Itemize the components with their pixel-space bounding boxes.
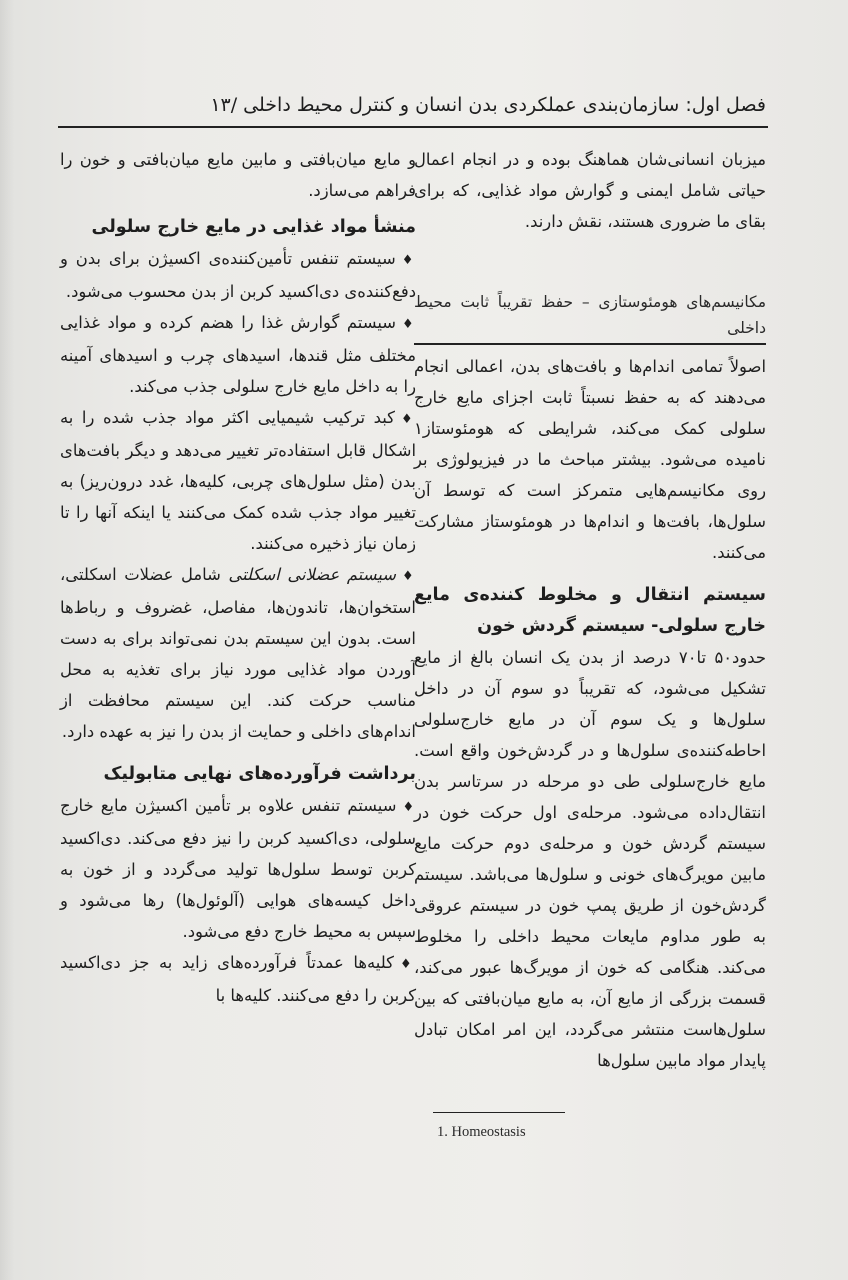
bullet-respiratory (60, 243, 416, 307)
bullet-liver (60, 402, 416, 559)
diamond-bullet-icon: ♦ (401, 253, 417, 268)
diamond-bullet-icon: ♦ (402, 800, 417, 815)
bullet-italic-term: سیستم عضلانی اسکلتی (228, 565, 397, 584)
section-heading: سیستم انتقال و مخلوط کننده‌ی مایع خارج سلولی- سیستم گردش خون (414, 585, 766, 636)
header-rule (58, 126, 768, 128)
bullet-text: سیستم گوارش غذا را هضم کرده و مواد غذایی مختلف مثل قندها، اسیدهای چرب و اسیدهای آمینه را به داخل مایع خارج سلولی جذب می‌کند. (60, 313, 416, 396)
page-edge-shadow (0, 0, 14, 1280)
bullet-kidneys (60, 947, 416, 1011)
bullet-text: سیستم تنفس علاوه بر تأمین اکسیژن مایع خارج سلولی، دی‌اکسید کربن را نیز دفع می‌کند. دی‌اکسید کربن توسط سلول‌ها تولید می‌گردد و از خون به داخل کیسه‌های هوایی (آلوئول‌ها) رها می‌شود و سپس به محیط خارج دفع می‌شود. (60, 796, 416, 941)
diamond-bullet-icon: ♦ (400, 412, 416, 427)
box-title: مکانیسم‌های هومئوستازی – حفظ تقریباً ثابت محیط داخلی (414, 289, 766, 345)
intro-paragraph: میزبان انسانی‌شان هماهنگ بوده و در انجام اعمال حیاتی شامل ایمنی و گوارش مواد غذایی، که برای بقای ما ضروری هستند، نقش دارند. (414, 150, 766, 231)
diamond-bullet-icon: ♦ (402, 317, 416, 332)
bullet-text: شامل عضلات اسکلتی، استخوان‌ها، تاندون‌ها، مفاصل، غضروف و رباط‌ها است. بدون این سیستم بدن نمی‌تواند برای به دست آوردن مواد غذایی مورد نیاز برای تغذیه به محل مناسب حرکت کند. این سیستم محافظت از اندام‌های داخلی و حمایت از بدن را نیز به عهده دارد. (60, 565, 416, 741)
left-column (60, 144, 416, 1011)
heading-metabolic-removal: برداشت فرآورده‌های نهایی متابولیک (103, 764, 416, 784)
homeostasis-paragraph: اصولاً تمامی اندام‌ها و بافت‌های بدن، اعمالی انجام می‌دهند که به حفظ نسبتاً ثابت اجزای مایع خارج سلولی کمک می‌کند، شرایطی که هومئوستاز۱ نامیده می‌شود. بیشتر مباحث ما در فیزیولوژی بر روی مکانیسم‌هایی متمرکز است که توسط آن سلول‌ها، بافت‌ها و اندام‌ها در هومئوستاز مشارکت می‌کنند. (414, 357, 766, 562)
bullet-text: کلیه‌ها عمدتاً فرآورده‌های زاید به جز دی‌اکسید کربن را دفع می‌کنند. کلیه‌ها با (60, 953, 416, 1005)
bullet-digestive (60, 307, 416, 402)
footnote: 1. Homeostasis (437, 1124, 526, 1140)
running-header: فصل اول: سازمان‌بندی عملکردی بدن انسان و کنترل محیط داخلی /۱۳ (210, 94, 766, 116)
bullet-respiratory-removal (60, 790, 416, 947)
bullet-text: سیستم تنفس تأمین‌کننده‌ی اکسیژن برای بدن و دفع‌کننده‌ی دی‌اکسید کربن از بدن محسوب می‌شود. (60, 249, 416, 301)
right-column (414, 144, 766, 1076)
bullet-text: کبد ترکیب شیمیایی اکثر مواد جذب شده را به اشکال قابل استفاده‌تر تغییر می‌دهد و دیگر بافت‌های بدن (مثل سلول‌های چربی، کلیه‌ها، غدد درون‌ریز) به تغییر مواد جذب شده کمک می‌کنند یا اینکه آنها را تا زمان نیاز ذخیره می‌کنند. (60, 408, 416, 553)
heading-nutrient-origin: منشأ مواد غذایی در مایع خارج سلولی (91, 217, 416, 237)
diamond-bullet-icon: ♦ (402, 569, 416, 584)
bullet-musculoskeletal (60, 559, 416, 747)
diamond-bullet-icon: ♦ (399, 957, 416, 972)
circulation-paragraph: حدود۵۰ تا۷۰ درصد از بدن یک انسان بالغ از مایع تشکیل می‌شود، که تقریباً دو سوم آن در داخل سلول‌ها و یک سوم آن در مایع خارج‌سلولی احاطه‌کننده‌ی سلول‌ها و در گردش‌خون واقع است. مایع خارج‌سلولی طی دو مرحله در سرتاسر بدن انتقال‌داده می‌شود. مرحله‌ی اول حرکت خون در سیستم گردش خون و مرحله‌ی دوم حرکت مایع مابین مویرگ‌های خونی و سلول‌ها می‌باشد. سیستم گردش‌خون از طریق پمپ خون در سیستم عروقی به طور مداوم مایعات محیط داخلی را مخلوط می‌کند. هنگامی که خون از مویرگ‌ها عبور می‌کند، قسمت بزرگی از مایع آن، به مایع میان‌بافتی که بین سلول‌هاست منتشر می‌گردد، این امر امکان تبادل پایدار مواد مابین سلول‌ها (414, 648, 766, 1070)
continuation-paragraph: و مایع میان‌بافتی و مابین مایع میان‌بافتی و خون را فراهم می‌سازد. (60, 150, 416, 200)
footnote-rule (433, 1112, 565, 1113)
